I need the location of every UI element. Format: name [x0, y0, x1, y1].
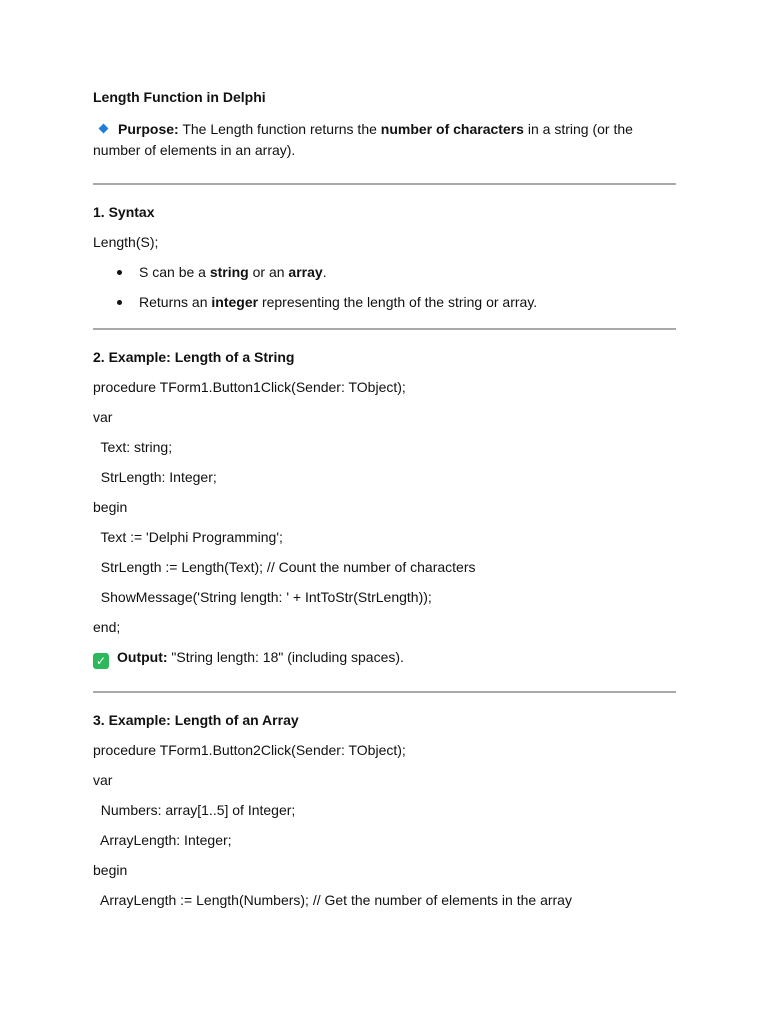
- bullet-text: representing the length of the string or array.: [258, 294, 538, 310]
- output-line: [93, 647, 676, 669]
- list-item: [93, 293, 676, 311]
- code-line: StrLength := Length(Text); // Count the number of characters: [93, 559, 476, 575]
- code-line: procedure TForm1.Button2Click(Sender: TObject);: [93, 742, 406, 758]
- purpose-text-1: The Length function returns the: [178, 121, 381, 137]
- code-line: Numbers: array[1..5] of Integer;: [93, 802, 296, 818]
- output-label: Output:: [117, 649, 168, 665]
- syntax-code: Length(S);: [93, 234, 159, 250]
- code-line: ShowMessage('String length: ' + IntToStr(StrLength));: [93, 589, 432, 605]
- divider: [93, 183, 676, 185]
- code-line: procedure TForm1.Button1Click(Sender: TObject);: [93, 379, 406, 395]
- purpose-paragraph: [93, 119, 676, 161]
- purpose-bold: number of characters: [380, 121, 524, 137]
- code-line: Text: string;: [93, 439, 173, 455]
- section-heading-array-example: 3. Example: Length of an Array: [93, 712, 299, 728]
- section-heading-string-example: 2. Example: Length of a String: [93, 349, 295, 365]
- bullet-text: .: [322, 264, 327, 280]
- purpose-label: Purpose:: [118, 121, 179, 137]
- code-block-string: [93, 378, 676, 636]
- code-line: ArrayLength: Integer;: [93, 832, 232, 848]
- code-block-array: [93, 741, 676, 909]
- syntax-bullet-list: [93, 263, 676, 311]
- bullet-bold: integer: [211, 294, 259, 310]
- page-title: Length Function in Delphi: [93, 89, 266, 105]
- code-line: var: [93, 409, 113, 425]
- divider: [93, 691, 676, 693]
- bullet-text: Returns an: [139, 294, 212, 310]
- diamond-icon: [99, 124, 109, 134]
- code-line: begin: [93, 499, 128, 515]
- code-line: ArrayLength := Length(Numbers); // Get the number of elements in the array: [93, 892, 572, 908]
- code-line: StrLength: Integer;: [93, 469, 217, 485]
- bullet-text: or an: [248, 264, 289, 280]
- bullet-bold: array: [288, 264, 323, 280]
- code-line: end;: [93, 619, 121, 635]
- bullet-bold: string: [209, 264, 249, 280]
- purpose-text-3: number of elements in an array).: [93, 142, 296, 158]
- output-text: "String length: 18" (including spaces).: [167, 649, 404, 665]
- document-content: [93, 88, 676, 909]
- divider: [93, 328, 676, 330]
- code-line: begin: [93, 862, 128, 878]
- code-line: Text := 'Delphi Programming';: [93, 529, 283, 545]
- bullet-text: S can be a: [139, 264, 210, 280]
- purpose-text-2: in a string (or the: [523, 121, 633, 137]
- check-mark-icon: ✓: [93, 653, 109, 669]
- code-line: var: [93, 772, 113, 788]
- section-heading-syntax: 1. Syntax: [93, 204, 155, 220]
- list-item: [93, 263, 676, 281]
